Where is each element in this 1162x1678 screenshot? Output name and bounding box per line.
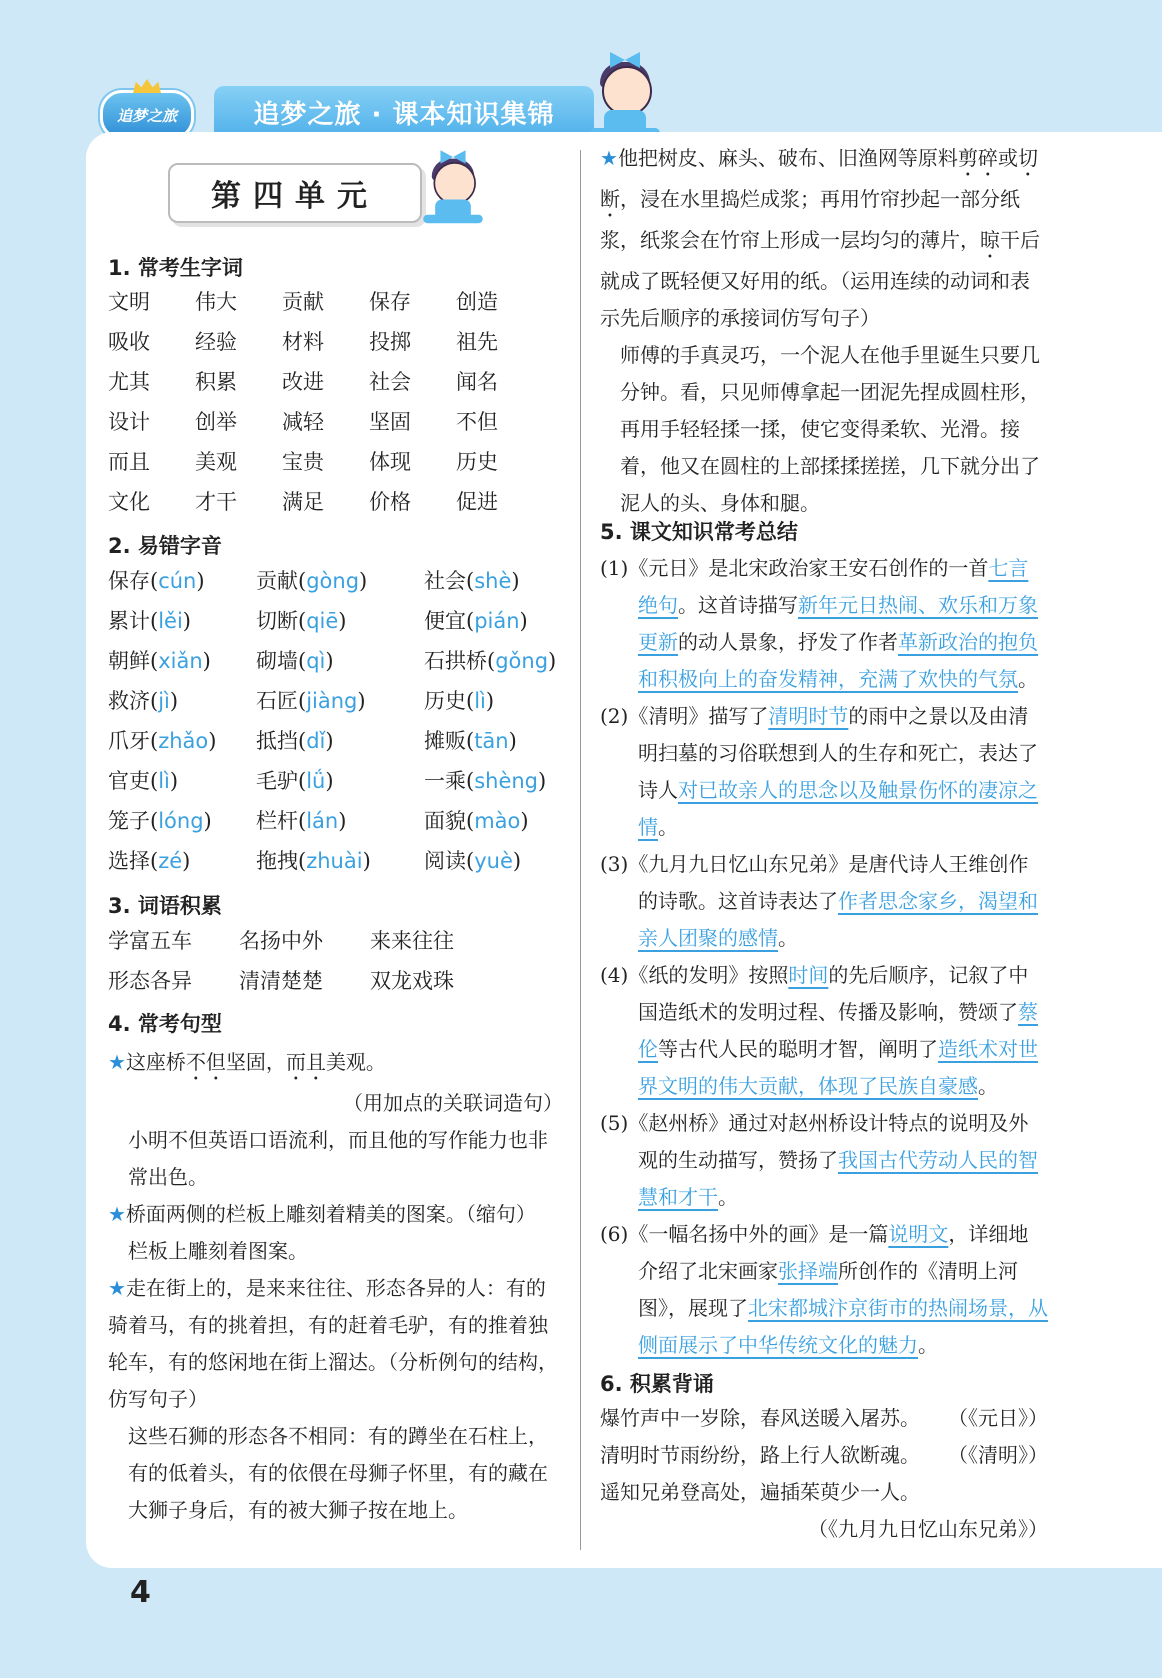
pinyin-item: 笼子(lóng) <box>108 809 212 833</box>
pinyin-reading: shèng <box>474 769 539 793</box>
vocab-word: 文化 <box>108 490 150 514</box>
summary-answer: 蔡伦 <box>638 1000 1038 1061</box>
summary-text: 《元日》是北宋政治家王安石创作的一首 <box>628 556 989 580</box>
pinyin-word: 社会 <box>424 569 466 593</box>
pinyin-reading: tān <box>474 729 509 753</box>
pinyin-row <box>108 645 564 685</box>
section-title-recite: 6. 积累背诵 <box>600 1372 714 1396</box>
vocab-word: 体现 <box>369 450 411 474</box>
section-title-sentences: 4. 常考句型 <box>108 1012 222 1036</box>
pinyin-reading: lán <box>306 809 339 833</box>
vocab-row <box>108 286 543 326</box>
vocab-word: 闻名 <box>456 370 498 394</box>
summary-answer: 七言绝句 <box>638 556 1029 617</box>
pinyin-word: 官吏 <box>108 769 150 793</box>
poem-source: （《九月九日忆山东兄弟》） <box>808 1517 1048 1541</box>
pinyin-item: 官吏(lì) <box>108 769 179 793</box>
pinyin-reading: pián <box>474 609 520 633</box>
exercise-2: ★桥面两侧的栏板上雕刻着精美的图案。（缩句） <box>108 1202 536 1226</box>
pinyin-reading: lǘ <box>306 769 326 793</box>
vocab-word: 美观 <box>195 450 237 474</box>
pinyin-word: 历史 <box>424 689 466 713</box>
pinyin-reading: qiē <box>306 609 339 633</box>
pinyin-item: 贡献(gòng) <box>256 569 368 593</box>
pinyin-item: 切断(qiē) <box>256 609 347 633</box>
exercise-3-answer: 这些石狮的形态各不相同：有的蹲坐在石柱上，有的低着头，有的依偎在母狮子怀里，有的藏在大狮子身后，有的被大狮子按在地上。 <box>128 1424 548 1522</box>
column-divider <box>580 150 581 1550</box>
pinyin-row <box>108 765 564 805</box>
summary-answer: 作者思念家乡，渴望和亲人团聚的感情 <box>638 889 1038 950</box>
idiom-word: 名扬中外 <box>239 929 323 953</box>
vocab-row <box>108 446 543 486</box>
summary-number: (4) <box>600 963 629 987</box>
poem-text: 遥知兄弟登高处，遍插茱萸少一人。 <box>600 1480 920 1504</box>
summary-text: 。 <box>658 815 678 839</box>
exercise-1: ★这座桥不但坚固，而且美观。 <box>108 1050 386 1074</box>
vocab-word: 经验 <box>195 330 237 354</box>
vocab-word: 文明 <box>108 290 150 314</box>
pinyin-reading: lóng <box>158 809 204 833</box>
pinyin-reading: shè <box>474 569 512 593</box>
vocab-word: 坚固 <box>369 410 411 434</box>
logo-text: 追梦之旅 <box>116 106 177 125</box>
pinyin-word: 栏杆 <box>256 809 298 833</box>
vocab-word: 贡献 <box>282 290 324 314</box>
section-title-pinyin: 2. 易错字音 <box>108 534 222 558</box>
summary-text: 。这首诗描写 <box>678 593 798 617</box>
pinyin-item: 抵挡(dǐ) <box>256 729 334 753</box>
pinyin-item: 朝鲜(xiǎn) <box>108 649 211 673</box>
pinyin-item: 选择(zé) <box>108 849 191 873</box>
pinyin-grid <box>108 565 564 885</box>
vocab-word: 积累 <box>195 370 237 394</box>
logo-crown-icon <box>133 79 161 93</box>
pinyin-word: 选择 <box>108 849 150 873</box>
summary-number: (1) <box>600 556 629 580</box>
vocab-word: 伟大 <box>195 290 237 314</box>
vocab-row <box>108 326 543 366</box>
unit-title: 第四单元 <box>168 163 422 223</box>
summary-answer: 我国古代劳动人民的智慧和才干 <box>638 1148 1038 1209</box>
pinyin-row <box>108 565 564 605</box>
pinyin-item: 保存(cún) <box>108 569 205 593</box>
pinyin-word: 石拱桥 <box>424 649 487 673</box>
pinyin-item: 拖拽(zhuài) <box>256 849 371 873</box>
pinyin-word: 朝鲜 <box>108 649 150 673</box>
summary-text: 《清明》描写了 <box>628 704 769 728</box>
mascot-icon <box>423 150 483 220</box>
pinyin-word: 保存 <box>108 569 150 593</box>
vocab-word: 满足 <box>282 490 324 514</box>
vocab-word: 而且 <box>108 450 150 474</box>
vocab-word: 才干 <box>195 490 237 514</box>
vocab-word: 不但 <box>456 410 498 434</box>
summary-answer: 说明文 <box>888 1222 949 1246</box>
summary-text: 《一幅名扬中外的画》是一篇 <box>628 1222 889 1246</box>
idiom-grid <box>108 925 501 1005</box>
star-icon: ★ <box>108 1276 126 1300</box>
pinyin-row <box>108 805 564 845</box>
pinyin-reading: lì <box>474 689 486 713</box>
summary-answer: 北宋都城汴京街市的热闹场景，从侧面展示了中华传统文化的魅力 <box>638 1296 1048 1357</box>
poem-line <box>600 1474 1048 1548</box>
summary-text: 《纸的发明》按照 <box>628 963 789 987</box>
pinyin-word: 砌墙 <box>256 649 298 673</box>
idiom-word: 清清楚楚 <box>239 969 323 993</box>
pinyin-item: 累计(lěi) <box>108 609 191 633</box>
pinyin-word: 抵挡 <box>256 729 298 753</box>
summary-item <box>600 957 1048 1105</box>
summary-number: (6) <box>600 1222 629 1246</box>
pinyin-word: 便宜 <box>424 609 466 633</box>
vocab-row <box>108 406 543 446</box>
poem-source: （《元日》） <box>948 1406 1048 1430</box>
summary-item <box>600 1105 1048 1216</box>
pinyin-item: 面貌(mào) <box>424 809 529 833</box>
summary-number: (5) <box>600 1111 629 1135</box>
summary-number: (3) <box>600 852 629 876</box>
vocab-word: 吸收 <box>108 330 150 354</box>
pinyin-reading: zhǎo <box>158 729 209 753</box>
pinyin-reading: zhuài <box>306 849 363 873</box>
pinyin-word: 笼子 <box>108 809 150 833</box>
pinyin-word: 阅读 <box>424 849 466 873</box>
pinyin-row <box>108 725 564 765</box>
pinyin-reading: yuè <box>474 849 513 873</box>
summary-text: 。 <box>918 1333 938 1357</box>
summary-text: ，详细地介绍了北宋画家 <box>638 1222 1029 1283</box>
poem-line <box>600 1400 1048 1437</box>
idiom-row <box>108 925 501 965</box>
poem-text: 清明时节雨纷纷，路上行人欲断魂。 <box>600 1443 920 1467</box>
pinyin-word: 爪牙 <box>108 729 150 753</box>
summary-answer: 张择端 <box>778 1259 838 1283</box>
vocab-word: 材料 <box>282 330 324 354</box>
exercise-4-block <box>600 140 1048 522</box>
idiom-word: 来来往往 <box>370 929 454 953</box>
pinyin-word: 摊贩 <box>424 729 466 753</box>
section-title-summary: 5. 课文知识常考总结 <box>600 520 798 544</box>
section-title-idioms: 3. 词语积累 <box>108 894 222 918</box>
vocab-word: 尤其 <box>108 370 150 394</box>
exercise-2-answer: 栏板上雕刻着图案。 <box>128 1239 308 1263</box>
summary-text: 。 <box>978 1074 998 1098</box>
pinyin-item: 石匠(jiàng) <box>256 689 366 713</box>
pinyin-word: 贡献 <box>256 569 298 593</box>
pinyin-item: 便宜(pián) <box>424 609 528 633</box>
pinyin-reading: zé <box>158 849 183 873</box>
pinyin-reading: lěi <box>158 609 183 633</box>
pinyin-reading: mào <box>474 809 521 833</box>
pinyin-reading: gòng <box>306 569 360 593</box>
pinyin-item: 摊贩(tān) <box>424 729 517 753</box>
pinyin-item: 救济(jì) <box>108 689 179 713</box>
exercise-4-answer: 师傅的手真灵巧，一个泥人在他手里诞生只要几分钟。看，只见师傅拿起一团泥先捏成圆柱形，再用手轻轻揉一揉，使它变得柔软、光滑。接着，他又在圆柱的上部揉揉搓搓，几下就分出了泥人的头、身体和腿。 <box>620 343 1040 515</box>
vocab-word: 历史 <box>456 450 498 474</box>
exercise-4: ★他把树皮、麻头、破布、旧渔网等原料剪碎或切断，浸在水里捣烂成浆；再用竹帘抄起一部分纸浆，纸浆会在竹帘上形成一层均匀的薄片，晾干后就成了既轻便又好用的纸。（运用连续的动词和表示先后顺序的承接词仿写句子） <box>600 146 1040 330</box>
pinyin-item: 阅读(yuè) <box>424 849 522 873</box>
pinyin-word: 累计 <box>108 609 150 633</box>
vocab-row <box>108 366 543 406</box>
pinyin-item: 社会(shè) <box>424 569 520 593</box>
idiom-word: 双龙戏珠 <box>370 969 454 993</box>
summary-answer: 新年元日热闹、欢乐和万象更新 <box>638 593 1038 654</box>
vocab-word: 价格 <box>369 490 411 514</box>
poem-line <box>600 1437 1048 1474</box>
star-icon: ★ <box>108 1202 126 1226</box>
poem-list <box>600 1400 1048 1548</box>
exercise-1-answer: 小明不但英语口语流利，而且他的写作能力也非常出色。 <box>128 1128 548 1189</box>
pinyin-reading: cún <box>158 569 197 593</box>
summary-answer: 时间 <box>788 963 829 987</box>
pinyin-reading: xiǎn <box>158 649 203 673</box>
pinyin-word: 石匠 <box>256 689 298 713</box>
summary-text: 所创作的《清明上河图》，展现了 <box>638 1259 1018 1320</box>
vocab-word: 社会 <box>369 370 411 394</box>
summary-text: 《赵州桥》通过对赵州桥设计特点的说明及外观的生动描写，赞扬了 <box>628 1111 1029 1172</box>
pinyin-item: 一乘(shèng) <box>424 769 547 793</box>
vocab-row <box>108 486 543 526</box>
page-number: 4 <box>130 1575 151 1610</box>
summary-text: 的雨中之景以及由清明扫墓的习俗联想到人的生存和死亡，表达了诗人 <box>638 704 1038 802</box>
pinyin-word: 拖拽 <box>256 849 298 873</box>
vocab-word: 改进 <box>282 370 324 394</box>
mascot-icon <box>590 52 660 134</box>
summary-answer: 对已故亲人的思念以及触景伤怀的凄凉之情 <box>638 778 1038 839</box>
pinyin-item: 历史(lì) <box>424 689 495 713</box>
vocab-word: 创造 <box>456 290 498 314</box>
pinyin-row <box>108 845 564 885</box>
poem-text: 爆竹声中一岁除，春风送暖入屠苏。 <box>600 1406 920 1430</box>
summary-text: 的先后顺序，记叙了中国造纸术的发明过程、传播及影响，赞颂了 <box>638 963 1029 1024</box>
summary-text: 《九月九日忆山东兄弟》是唐代诗人王维创作的诗歌。这首诗表达了 <box>628 852 1029 913</box>
summary-number: (2) <box>600 704 629 728</box>
summary-text: 的动人景象，抒发了作者 <box>678 630 898 654</box>
summary-item <box>600 1216 1048 1364</box>
header-banner: 追梦之旅 · 课本知识集锦 <box>214 86 594 138</box>
vocab-word: 设计 <box>108 410 150 434</box>
vocab-word: 创举 <box>195 410 237 434</box>
pinyin-row <box>108 605 564 645</box>
pinyin-word: 救济 <box>108 689 150 713</box>
exercise-1-note: （用加点的关联词造句） <box>343 1091 563 1115</box>
summary-list <box>600 550 1048 1364</box>
pinyin-reading: dǐ <box>306 729 326 753</box>
vocab-word: 宝贵 <box>282 450 324 474</box>
pinyin-word: 面貌 <box>424 809 466 833</box>
pinyin-reading: jì <box>158 689 170 713</box>
idiom-word: 学富五车 <box>108 929 192 953</box>
pinyin-item: 砌墙(qì) <box>256 649 334 673</box>
summary-text: 。 <box>778 926 798 950</box>
pinyin-reading: gǒng <box>495 649 549 673</box>
summary-text: 。 <box>718 1185 738 1209</box>
pinyin-word: 毛驴 <box>256 769 298 793</box>
pinyin-word: 切断 <box>256 609 298 633</box>
pinyin-reading: lì <box>158 769 170 793</box>
sentence-exercises <box>108 1044 563 1529</box>
poem-source: （《清明》） <box>948 1443 1048 1467</box>
vocab-word: 保存 <box>369 290 411 314</box>
summary-answer: 造纸术对世界文明的伟大贡献，体现了民族自豪感 <box>638 1037 1038 1098</box>
pinyin-row <box>108 685 564 725</box>
summary-item <box>600 698 1048 846</box>
summary-answer: 清明时节 <box>768 704 849 728</box>
summary-item <box>600 550 1048 698</box>
idiom-word: 形态各异 <box>108 969 192 993</box>
section-title-vocab: 1. 常考生字词 <box>108 256 243 280</box>
vocab-grid <box>108 286 543 526</box>
summary-text: 等古代人民的聪明才智，阐明了 <box>658 1037 938 1061</box>
vocab-word: 祖先 <box>456 330 498 354</box>
pinyin-item: 爪牙(zhǎo) <box>108 729 217 753</box>
star-icon: ★ <box>600 146 618 170</box>
exercise-3: ★走在街上的，是来来往往、形态各异的人：有的骑着马，有的挑着担，有的赶着毛驴，有的推着独轮车，有的悠闲地在街上溜达。（分析例句的结构，仿写句子） <box>108 1276 558 1411</box>
pinyin-word: 一乘 <box>424 769 466 793</box>
idiom-row <box>108 965 501 1005</box>
summary-text: 。 <box>1018 667 1038 691</box>
pinyin-item: 栏杆(lán) <box>256 809 347 833</box>
vocab-word: 促进 <box>456 490 498 514</box>
pinyin-item: 毛驴(lǘ) <box>256 769 334 793</box>
vocab-word: 投掷 <box>369 330 411 354</box>
pinyin-reading: jiàng <box>306 689 358 713</box>
vocab-word: 减轻 <box>282 410 324 434</box>
pinyin-reading: qì <box>306 649 326 673</box>
summary-answer: 革新政治的抱负和积极向上的奋发精神，充满了欢快的气氛 <box>638 630 1038 691</box>
pinyin-item: 石拱桥(gǒng) <box>424 649 557 673</box>
star-icon: ★ <box>108 1050 126 1074</box>
summary-item <box>600 846 1048 957</box>
